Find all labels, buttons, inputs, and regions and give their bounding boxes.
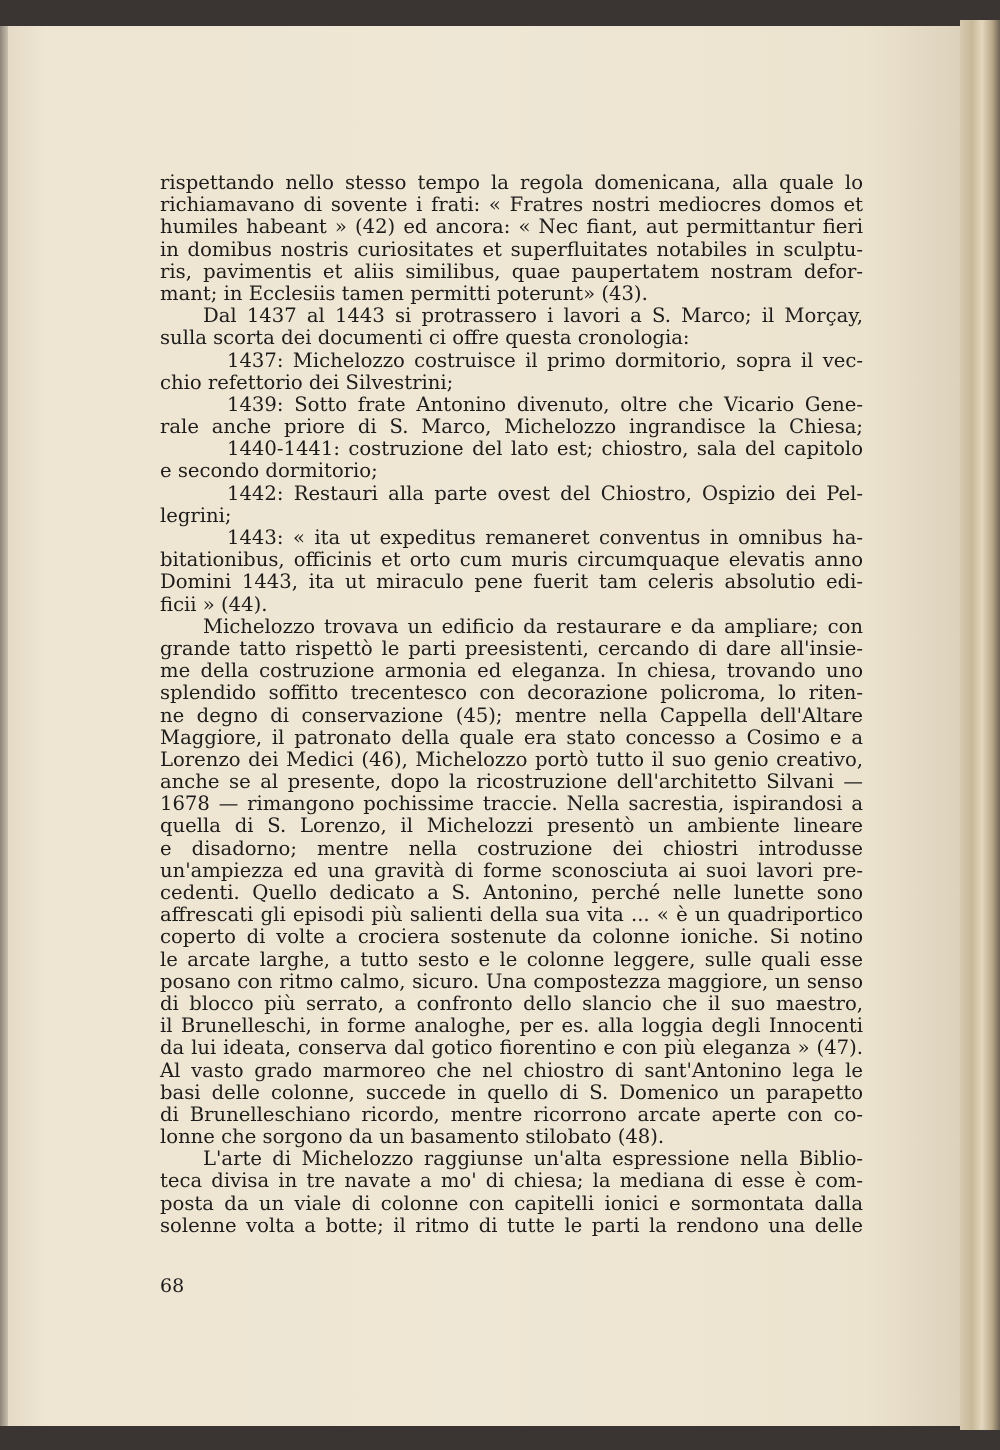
- text-line: anche se al presente, dopo la ricostruzione dell'architetto Silvani —: [160, 770, 863, 794]
- text-line: L'arte di Michelozzo raggiunse un'alta espressione nella Biblio-: [203, 1147, 863, 1171]
- text-line: 1678 — rimangono pochissime traccie. Nella sacrestia, ispirandosi a: [160, 792, 863, 816]
- text-line: da lui ideata, conserva dal gotico fiorentino e con più eleganza » (47).: [160, 1036, 863, 1060]
- text-line: legrini;: [160, 503, 232, 527]
- text-line: me della costruzione armonia ed eleganza. In chiesa, trovando uno: [160, 659, 863, 683]
- text-line: affrescati gli episodi più salienti della sua vita ... « è un quadriportico: [160, 903, 863, 927]
- text-line: sulla scorta dei documenti ci offre questa cronologia:: [160, 326, 690, 350]
- text-line: rale anche priore di S. Marco, Michelozzo ingrandisce la Chiesa;: [160, 415, 863, 439]
- text-line: cedenti. Quello dedicato a S. Antonino, perché nelle lunette sono: [160, 881, 863, 904]
- text-line: un'ampiezza ed una gravità di forme sconosciuta ai suoi lavori pre-: [160, 858, 863, 882]
- page-number: 68: [160, 1275, 185, 1297]
- text-line: rispettando nello stesso tempo la regola domenicana, alla quale lo: [160, 171, 863, 194]
- text-line: di Brunelleschiano ricordo, mentre ricorrono arcate aperte con co-: [160, 1102, 863, 1126]
- text-line: 1439: Sotto frate Antonino divenuto, oltre che Vicario Gene-: [227, 392, 863, 416]
- text-line: lonne che sorgono da un basamento stilobato (48).: [160, 1125, 665, 1149]
- text-line: il Brunelleschi, in forme analoghe, per es. alla loggia degli Innocenti: [160, 1014, 863, 1038]
- text-line: teca divisa in tre navate a mo' di chiesa; la mediana di esse è com-: [160, 1169, 863, 1193]
- text-line: quella di S. Lorenzo, il Michelozzi presentò un ambiente lineare: [160, 814, 863, 838]
- text-line: mant; in Ecclesiis tamen permitti poterunt» (43).: [160, 281, 648, 305]
- text-line: 1440-1441: costruzione del lato est; chiostro, sala del capitolo: [227, 437, 863, 461]
- text-line: posta da un viale di colonne con capitelli ionici e sormontata dalla: [160, 1191, 863, 1215]
- body-text: [160, 172, 863, 1237]
- text-line: e secondo dormitorio;: [160, 459, 378, 483]
- text-line: Dal 1437 al 1443 si protrassero i lavori a S. Marco; il Morçay,: [203, 304, 863, 328]
- text-line: Michelozzo trovava un edificio da restaurare e da ampliare; con: [203, 614, 863, 638]
- text-line: in domibus nostris curiositates et superfluitates notabiles in sculptu-: [160, 237, 863, 261]
- text-line: ne degno di conservazione (45); mentre nella Cappella dell'Altare: [160, 703, 863, 727]
- text-line: coperto di volte a crociera sostenute da colonne ioniche. Si notino: [160, 925, 863, 949]
- text-line: ris, pavimentis et aliis similibus, quae paupertatem nostram defor-: [160, 259, 863, 283]
- text-line: richiamavano di sovente i frati: « Fratres nostri mediocres domos et: [160, 193, 863, 217]
- text-line: bitationibus, officinis et orto cum muris circumquaque elevatis anno: [160, 548, 863, 572]
- text-line: basi delle colonne, succede in quello di S. Domenico un parapetto: [160, 1080, 863, 1104]
- text-line: solenne volta a botte; il ritmo di tutte le parti la rendono una delle: [160, 1213, 863, 1237]
- text-line: Maggiore, il patronato della quale era stato concesso a Cosimo e a: [160, 725, 863, 749]
- book-page-edge: [960, 20, 1000, 1430]
- text-line: humiles habeant » (42) ed ancora: « Nec fiant, aut permittantur fieri: [160, 215, 863, 239]
- text-line: di blocco più serrato, a confronto dello slancio che il suo maestro,: [160, 991, 863, 1015]
- text-line: posano con ritmo calmo, sicuro. Una compostezza maggiore, un senso: [160, 969, 863, 993]
- book-left-edge: [0, 26, 8, 1426]
- text-line: Al vasto grado marmoreo che nel chiostro di sant'Antonino lega le: [160, 1058, 863, 1082]
- text-line: splendido soffitto trecentesco con decorazione policroma, lo riten-: [160, 681, 863, 705]
- text-line: Lorenzo dei Medici (46), Michelozzo portò tutto il suo genio creativo,: [160, 747, 863, 771]
- text-line: ficii » (44).: [160, 592, 268, 616]
- text-line: e disadorno; mentre nella costruzione dei chiostri introdusse: [160, 836, 863, 860]
- text-line: grande tatto rispettò le parti preesistenti, cercando di dare all'insie-: [160, 636, 863, 660]
- text-line: 1443: « ita ut expeditus remaneret conventus in omnibus ha-: [227, 526, 863, 549]
- text-line: chio refettorio dei Silvestrini;: [160, 370, 454, 394]
- text-line: Domini 1443, ita ut miraculo pene fuerit tam celeris absolutio edi-: [160, 570, 863, 594]
- text-line: 1442: Restauri alla parte ovest del Chiostro, Ospizio dei Pel-: [227, 481, 863, 505]
- text-line: 1437: Michelozzo costruisce il primo dormitorio, sopra il vec-: [227, 348, 863, 372]
- text-line: le arcate larghe, a tutto sesto e le colonne leggere, sulle quali esse: [160, 947, 863, 971]
